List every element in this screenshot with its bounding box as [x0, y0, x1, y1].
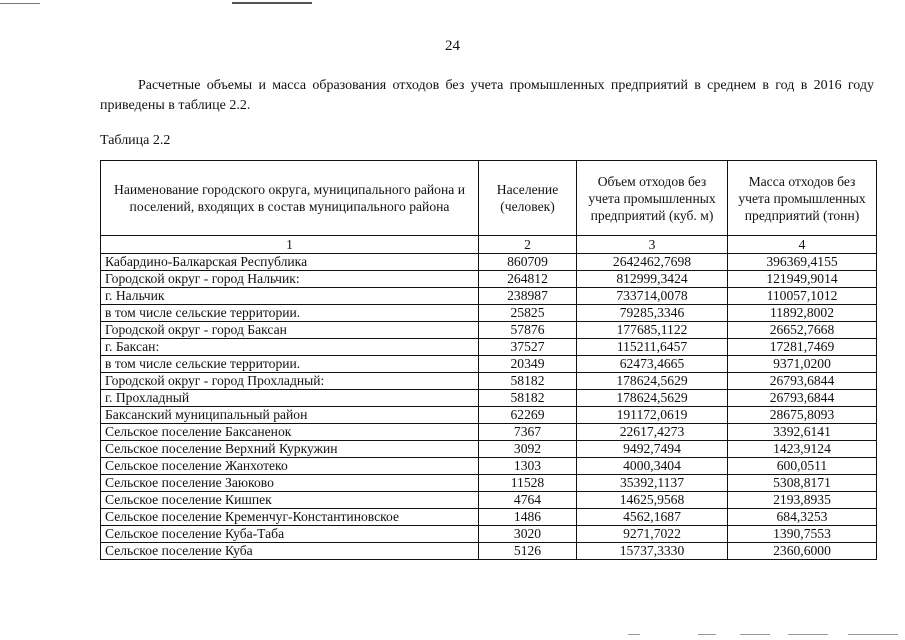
row-mass: 17281,7469: [728, 339, 877, 356]
row-volume: 733714,0078: [577, 288, 728, 305]
row-mass: 110057,1012: [728, 288, 877, 305]
row-mass: 3392,6141: [728, 424, 877, 441]
row-name: Сельское поселение Верхний Куркужин: [101, 441, 479, 458]
row-name: Сельское поселение Кременчуг-Константиновское: [101, 509, 479, 526]
row-population: 58182: [479, 390, 577, 407]
row-mass: 26793,6844: [728, 390, 877, 407]
row-name: г. Баксан:: [101, 339, 479, 356]
header-mass: Масса отходов без учета промышленных предприятий (тонн): [728, 161, 877, 236]
column-number: 4: [728, 236, 877, 254]
row-volume: 62473,4665: [577, 356, 728, 373]
row-name: Сельское поселение Кишпек: [101, 492, 479, 509]
table-body: [101, 254, 877, 560]
row-volume: 4562,1687: [577, 509, 728, 526]
table-row: [101, 424, 877, 441]
row-name: Городской округ - город Прохладный:: [101, 373, 479, 390]
row-volume: 14625,9568: [577, 492, 728, 509]
table-row: [101, 339, 877, 356]
row-population: 238987: [479, 288, 577, 305]
table-row: [101, 288, 877, 305]
row-mass: 11892,8002: [728, 305, 877, 322]
row-volume: 2642462,7698: [577, 254, 728, 271]
table-row: [101, 543, 877, 560]
column-number: 1: [101, 236, 479, 254]
row-name: Сельское поселение Жанхотеко: [101, 458, 479, 475]
row-name: г. Нальчик: [101, 288, 479, 305]
table-row: [101, 254, 877, 271]
table-row: [101, 458, 877, 475]
row-population: 4764: [479, 492, 577, 509]
intro-text: Расчетные объемы и масса образования отходов без учета промышленных предприятий в среднем в год в 2016 году приведены в таблице 2.2.: [100, 78, 874, 113]
row-volume: 178624,5629: [577, 390, 728, 407]
header-name: Наименование городского округа, муниципального района и поселений, входящих в состав муниципального района: [101, 161, 479, 236]
row-volume: 115211,6457: [577, 339, 728, 356]
row-population: 57876: [479, 322, 577, 339]
table-row: [101, 492, 877, 509]
header-population: Население (человек): [479, 161, 577, 236]
row-mass: 9371,0200: [728, 356, 877, 373]
row-name: Городской округ - город Нальчик:: [101, 271, 479, 288]
row-name: Баксанский муниципальный район: [101, 407, 479, 424]
column-number: 3: [577, 236, 728, 254]
table-row: [101, 390, 877, 407]
row-mass: 2360,6000: [728, 543, 877, 560]
row-volume: 35392,1137: [577, 475, 728, 492]
row-mass: 121949,9014: [728, 271, 877, 288]
row-volume: 22617,4273: [577, 424, 728, 441]
row-mass: 396369,4155: [728, 254, 877, 271]
row-volume: 191172,0619: [577, 407, 728, 424]
row-mass: 5308,8171: [728, 475, 877, 492]
row-volume: 177685,1122: [577, 322, 728, 339]
intro-paragraph: [100, 76, 874, 116]
row-population: 58182: [479, 373, 577, 390]
row-name: в том числе сельские территории.: [101, 305, 479, 322]
row-name: Сельское поселение Баксаненок: [101, 424, 479, 441]
table-row: [101, 356, 877, 373]
row-mass: 1423,9124: [728, 441, 877, 458]
row-volume: 812999,3424: [577, 271, 728, 288]
row-volume: 9492,7494: [577, 441, 728, 458]
row-population: 62269: [479, 407, 577, 424]
row-mass: 26793,6844: [728, 373, 877, 390]
scan-artifact-top: [0, 0, 905, 8]
row-volume: 15737,3330: [577, 543, 728, 560]
row-name: г. Прохладный: [101, 390, 479, 407]
row-volume: 178624,5629: [577, 373, 728, 390]
row-mass: 600,0511: [728, 458, 877, 475]
row-mass: 26652,7668: [728, 322, 877, 339]
row-population: 1303: [479, 458, 577, 475]
header-volume: Объем отходов без учета промышленных предприятий (куб. м): [577, 161, 728, 236]
table-row: [101, 373, 877, 390]
row-population: 20349: [479, 356, 577, 373]
column-number: 2: [479, 236, 577, 254]
table-row: [101, 305, 877, 322]
page-number: 24: [445, 38, 460, 54]
row-population: 264812: [479, 271, 577, 288]
row-mass: 684,3253: [728, 509, 877, 526]
table-row: [101, 509, 877, 526]
table-header-row: [101, 161, 877, 236]
row-mass: 1390,7553: [728, 526, 877, 543]
row-volume: 4000,3404: [577, 458, 728, 475]
row-population: 860709: [479, 254, 577, 271]
row-population: 1486: [479, 509, 577, 526]
table-row: [101, 475, 877, 492]
row-population: 25825: [479, 305, 577, 322]
row-name: Городской округ - город Баксан: [101, 322, 479, 339]
table-row: [101, 526, 877, 543]
row-population: 5126: [479, 543, 577, 560]
table-row: [101, 407, 877, 424]
table-row: [101, 441, 877, 458]
table-row: [101, 322, 877, 339]
row-mass: 2193,8935: [728, 492, 877, 509]
scan-artifact-bottom: [628, 634, 905, 636]
row-name: в том числе сельские территории.: [101, 356, 479, 373]
table-row: [101, 271, 877, 288]
table-caption: Таблица 2.2: [100, 133, 171, 148]
column-number-row: [101, 236, 877, 254]
row-name: Сельское поселение Куба-Таба: [101, 526, 479, 543]
row-population: 7367: [479, 424, 577, 441]
row-name: Сельское поселение Заюково: [101, 475, 479, 492]
row-mass: 28675,8093: [728, 407, 877, 424]
row-name: Сельское поселение Куба: [101, 543, 479, 560]
row-volume: 9271,7022: [577, 526, 728, 543]
row-name: Кабардино-Балкарская Республика: [101, 254, 479, 271]
row-population: 11528: [479, 475, 577, 492]
row-population: 37527: [479, 339, 577, 356]
row-population: 3020: [479, 526, 577, 543]
row-population: 3092: [479, 441, 577, 458]
row-volume: 79285,3346: [577, 305, 728, 322]
waste-table: [100, 160, 877, 560]
